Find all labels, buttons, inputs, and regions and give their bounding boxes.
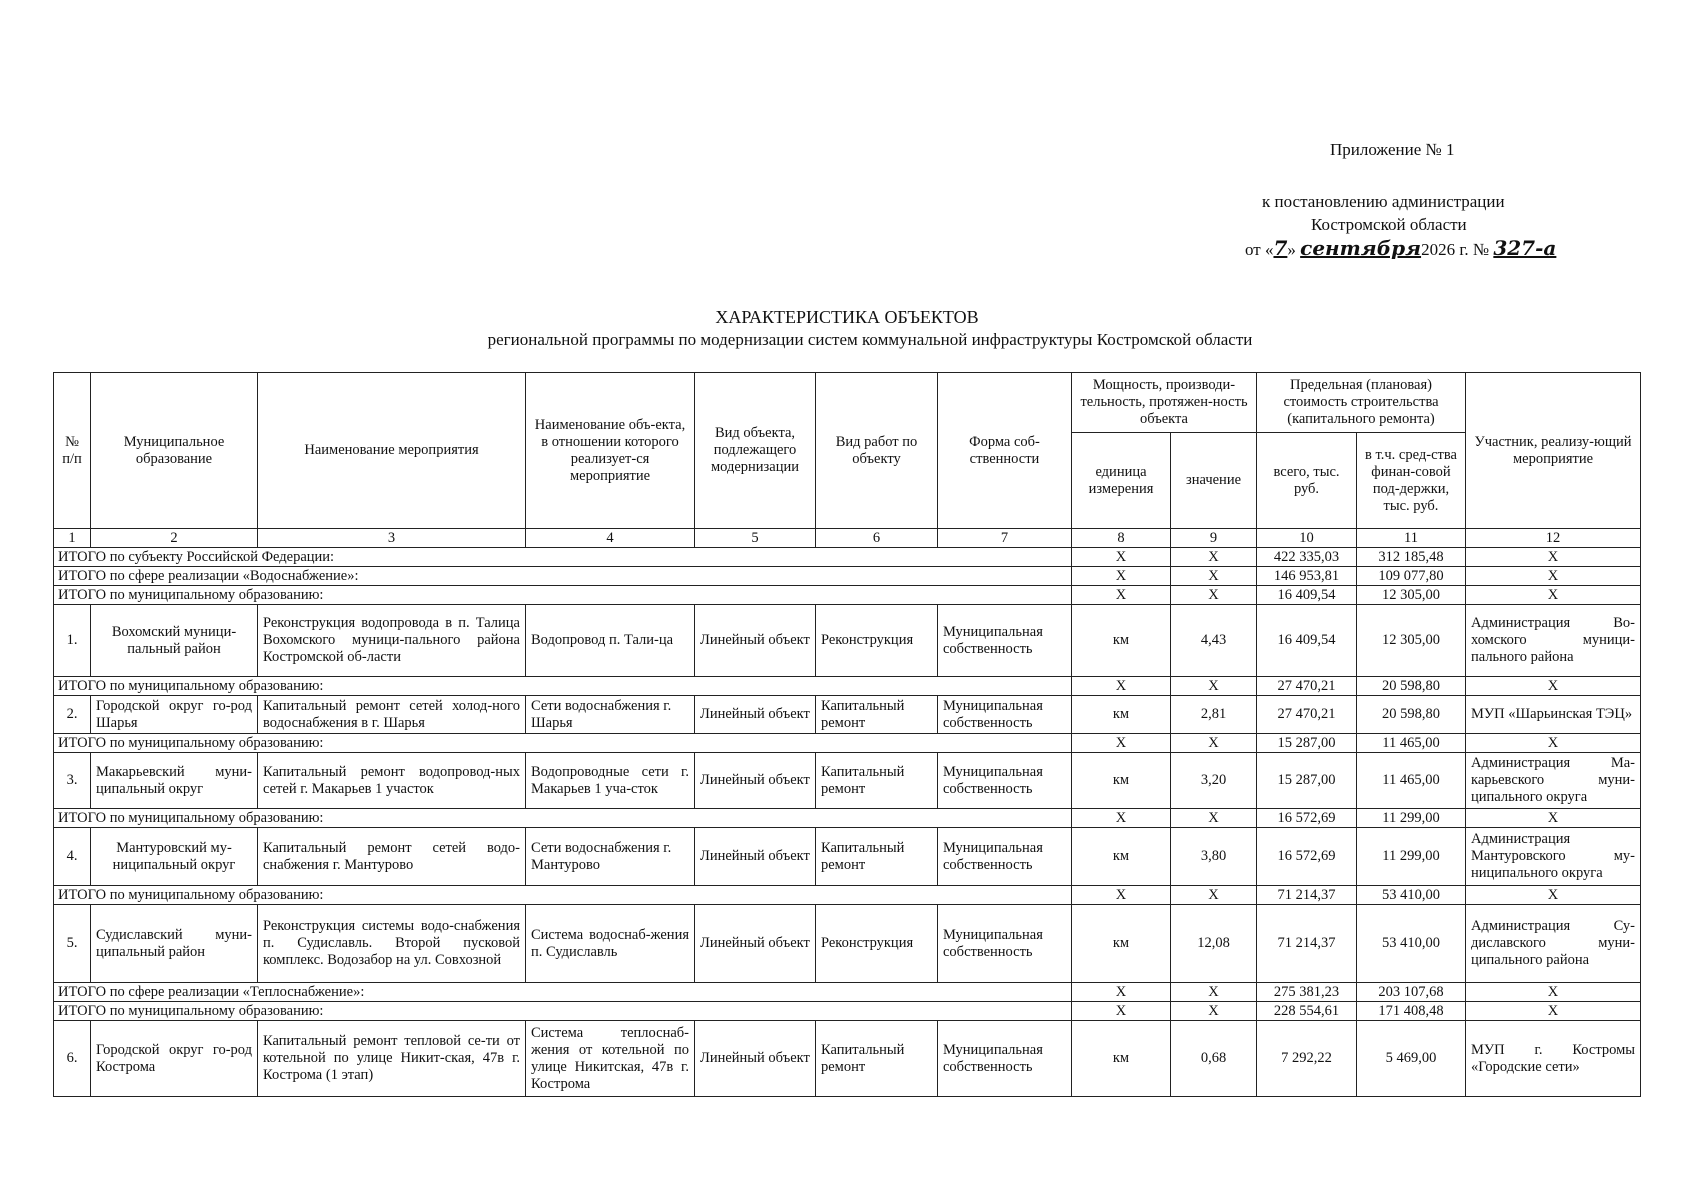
- header-cost-group: Предельная (плановая) стоимость строительства (капитального ремонта): [1257, 373, 1466, 433]
- header-object-name: Наименование объ-екта, в отношении которого реализует-ся мероприятие: [526, 373, 695, 529]
- row-cost-support: 11 299,00: [1357, 828, 1466, 886]
- total-cell: X: [1171, 548, 1257, 567]
- handwritten-day: 7: [1273, 236, 1288, 260]
- row-unit: км: [1072, 905, 1171, 983]
- row-num: 4.: [54, 828, 91, 886]
- region-label: Костромской области: [1311, 215, 1467, 234]
- header-event: Наименование мероприятия: [258, 373, 526, 529]
- total-cell: X: [1072, 677, 1171, 696]
- total-cell: 11 299,00: [1357, 809, 1466, 828]
- total-label: ИТОГО по сфере реализации «Водоснабжение»:: [54, 567, 1072, 586]
- row-object-type: Линейный объект: [695, 1021, 816, 1097]
- row-num: 3.: [54, 753, 91, 809]
- total-cell: X: [1072, 983, 1171, 1002]
- row-ownership: Муниципальная собственность: [938, 1021, 1072, 1097]
- row-participant: Администрация Во-хомского муници-пального района: [1466, 605, 1641, 677]
- column-number: 7: [938, 529, 1072, 548]
- row-work-type: Капитальный ремонт: [816, 828, 938, 886]
- total-cell: X: [1466, 886, 1641, 905]
- row-object-type: Линейный объект: [695, 905, 816, 983]
- total-cell: X: [1466, 567, 1641, 586]
- row-cost-total: 15 287,00: [1257, 753, 1357, 809]
- column-number: 4: [526, 529, 695, 548]
- total-label: ИТОГО по муниципальному образованию:: [54, 677, 1072, 696]
- total-municipality-row: [54, 734, 1641, 753]
- row-value: 3,20: [1171, 753, 1257, 809]
- header-municipality: Муниципальное образование: [91, 373, 258, 529]
- total-cell: 203 107,68: [1357, 983, 1466, 1002]
- column-numbers-row: [54, 529, 1641, 548]
- total-cell: X: [1171, 886, 1257, 905]
- row-participant: Администрация Ма-карьевского муни-ципального округа: [1466, 753, 1641, 809]
- total-cell: X: [1072, 548, 1171, 567]
- row-object-name: Система теплоснаб-жения от котельной по улице Никитская, 47в г. Кострома: [526, 1021, 695, 1097]
- column-number: 12: [1466, 529, 1641, 548]
- row-participant: МУП «Шарьинская ТЭЦ»: [1466, 696, 1641, 734]
- row-cost-support: 12 305,00: [1357, 605, 1466, 677]
- row-value: 4,43: [1171, 605, 1257, 677]
- column-number: 2: [91, 529, 258, 548]
- column-number: 9: [1171, 529, 1257, 548]
- row-event: Капитальный ремонт водопровод-ных сетей г. Макарьев 1 участок: [258, 753, 526, 809]
- row-object-type: Линейный объект: [695, 753, 816, 809]
- table-row: [54, 753, 1641, 809]
- header-capacity-group: Мощность, производи-тельность, протяжен-ность объекта: [1072, 373, 1257, 433]
- header-cost-support: в т.ч. сред-ства финан-совой под-держки, тыс. руб.: [1357, 433, 1466, 529]
- total-cell: 71 214,37: [1257, 886, 1357, 905]
- row-ownership: Муниципальная собственность: [938, 905, 1072, 983]
- row-object-type: Линейный объект: [695, 696, 816, 734]
- row-num: 2.: [54, 696, 91, 734]
- row-num: 5.: [54, 905, 91, 983]
- total-cell: X: [1072, 809, 1171, 828]
- row-unit: км: [1072, 753, 1171, 809]
- row-event: Капитальный ремонт тепловой се-ти от котельной по улице Никит-ская, 47в г. Кострома (1 этап): [258, 1021, 526, 1097]
- total-cell: X: [1466, 734, 1641, 753]
- total-cell: 109 077,80: [1357, 567, 1466, 586]
- row-event: Реконструкция водопровода в п. Талица Вохомского муници-пального района Костромской об-ласти: [258, 605, 526, 677]
- total-cell: 312 185,48: [1357, 548, 1466, 567]
- total-cell: X: [1171, 983, 1257, 1002]
- row-municipality: Судиславский муни-ципальный район: [91, 905, 258, 983]
- row-municipality: Городской округ го-род Кострома: [91, 1021, 258, 1097]
- total-cell: 16 572,69: [1257, 809, 1357, 828]
- row-municipality: Вохомский муници-пальный район: [91, 605, 258, 677]
- total-cell: X: [1466, 677, 1641, 696]
- row-unit: км: [1072, 605, 1171, 677]
- row-ownership: Муниципальная собственность: [938, 605, 1072, 677]
- row-num: 6.: [54, 1021, 91, 1097]
- row-object-type: Линейный объект: [695, 828, 816, 886]
- document-title: ХАРАКТЕРИСТИКА ОБЪЕКТОВ: [715, 307, 979, 327]
- total-cell: X: [1466, 809, 1641, 828]
- row-cost-support: 11 465,00: [1357, 753, 1466, 809]
- total-label: ИТОГО по муниципальному образованию:: [54, 809, 1072, 828]
- row-work-type: Капитальный ремонт: [816, 1021, 938, 1097]
- appendix-label: Приложение № 1: [1330, 140, 1455, 159]
- column-number: 10: [1257, 529, 1357, 548]
- row-participant: МУП г. Костромы «Городские сети»: [1466, 1021, 1641, 1097]
- total-cell: 12 305,00: [1357, 586, 1466, 605]
- row-cost-total: 7 292,22: [1257, 1021, 1357, 1097]
- table-row: [54, 605, 1641, 677]
- total-cell: X: [1171, 586, 1257, 605]
- row-work-type: Капитальный ремонт: [816, 753, 938, 809]
- row-ownership: Муниципальная собственность: [938, 753, 1072, 809]
- total-cell: 275 381,23: [1257, 983, 1357, 1002]
- row-object-type: Линейный объект: [695, 605, 816, 677]
- total-cell: X: [1072, 567, 1171, 586]
- header-num: № п/п: [54, 373, 91, 529]
- row-work-type: Реконструкция: [816, 905, 938, 983]
- row-value: 12,08: [1171, 905, 1257, 983]
- row-municipality: Мантуровский му-ниципальный округ: [91, 828, 258, 886]
- row-participant: Администрация Су-диславского муни-ципального района: [1466, 905, 1641, 983]
- date-year: 2026 г. №: [1421, 240, 1490, 259]
- header-object-type: Вид объекта, подлежащего модернизации: [695, 373, 816, 529]
- row-ownership: Муниципальная собственность: [938, 828, 1072, 886]
- row-object-name: Сети водоснабжения г. Шарья: [526, 696, 695, 734]
- row-work-type: Реконструкция: [816, 605, 938, 677]
- total-cell: 16 409,54: [1257, 586, 1357, 605]
- table-row: [54, 696, 1641, 734]
- total-cell: X: [1466, 586, 1641, 605]
- header-participant: Участник, реализу-ющий мероприятие: [1466, 373, 1641, 529]
- table-row: [54, 828, 1641, 886]
- total-cell: X: [1466, 983, 1641, 1002]
- total-label: ИТОГО по муниципальному образованию:: [54, 586, 1072, 605]
- table-row: [54, 1021, 1641, 1097]
- row-participant: Администрация Мантуровского му-ниципального округа: [1466, 828, 1641, 886]
- row-num: 1.: [54, 605, 91, 677]
- total-label: ИТОГО по муниципальному образованию:: [54, 734, 1072, 753]
- total-label: ИТОГО по сфере реализации «Теплоснабжение»:: [54, 983, 1072, 1002]
- row-cost-support: 5 469,00: [1357, 1021, 1466, 1097]
- total-cell: X: [1072, 586, 1171, 605]
- total-heat-row: [54, 983, 1641, 1002]
- date-prefix: от «: [1245, 240, 1274, 259]
- header-unit: единица измерения: [1072, 433, 1171, 529]
- row-ownership: Муниципальная собственность: [938, 696, 1072, 734]
- total-cell: X: [1072, 886, 1171, 905]
- row-cost-total: 71 214,37: [1257, 905, 1357, 983]
- row-event: Реконструкция системы водо-снабжения п. Судиславль. Второй пусковой комплекс. Водозабор на ул. Совхозной: [258, 905, 526, 983]
- handwritten-number: 327-а: [1493, 236, 1557, 260]
- header-ownership: Форма соб-ственности: [938, 373, 1072, 529]
- document-subtitle: региональной программы по модернизации систем коммунальной инфраструктуры Костромской области: [487, 330, 1253, 349]
- row-cost-support: 20 598,80: [1357, 696, 1466, 734]
- total-cell: 228 554,61: [1257, 1002, 1357, 1021]
- total-cell: X: [1171, 734, 1257, 753]
- total-water-row: [54, 567, 1641, 586]
- total-label: ИТОГО по муниципальному образованию:: [54, 1002, 1072, 1021]
- total-cell: X: [1171, 567, 1257, 586]
- row-object-name: Сети водоснабжения г. Мантурово: [526, 828, 695, 886]
- total-cell: X: [1072, 734, 1171, 753]
- total-cell: X: [1466, 1002, 1641, 1021]
- total-cell: X: [1466, 548, 1641, 567]
- row-unit: км: [1072, 828, 1171, 886]
- total-cell: 15 287,00: [1257, 734, 1357, 753]
- decree-reference: к постановлению администрации: [1262, 192, 1505, 211]
- total-cell: 171 408,48: [1357, 1002, 1466, 1021]
- row-object-name: Система водоснаб-жения п. Судиславль: [526, 905, 695, 983]
- row-event: Капитальный ремонт сетей холод-ного водоснабжения в г. Шарья: [258, 696, 526, 734]
- row-cost-total: 27 470,21: [1257, 696, 1357, 734]
- column-number: 3: [258, 529, 526, 548]
- row-unit: км: [1072, 696, 1171, 734]
- row-unit: км: [1072, 1021, 1171, 1097]
- total-municipality-row: [54, 586, 1641, 605]
- row-value: 0,68: [1171, 1021, 1257, 1097]
- total-municipality-row: [54, 1002, 1641, 1021]
- total-cell: 146 953,81: [1257, 567, 1357, 586]
- row-cost-support: 53 410,00: [1357, 905, 1466, 983]
- header-work-type: Вид работ по объекту: [816, 373, 938, 529]
- row-value: 2,81: [1171, 696, 1257, 734]
- column-number: 11: [1357, 529, 1466, 548]
- table-row: [54, 905, 1641, 983]
- row-municipality: Макарьевский муни-ципальный округ: [91, 753, 258, 809]
- total-cell: 27 470,21: [1257, 677, 1357, 696]
- total-cell: 53 410,00: [1357, 886, 1466, 905]
- total-label: ИТОГО по муниципальному образованию:: [54, 886, 1072, 905]
- column-number: 8: [1072, 529, 1171, 548]
- handwritten-month: сентября: [1300, 236, 1422, 260]
- total-label: ИТОГО по субъекту Российской Федерации:: [54, 548, 1072, 567]
- row-event: Капитальный ремонт сетей водо-снабжения г. Мантурово: [258, 828, 526, 886]
- decree-date-line: [1245, 238, 1556, 260]
- row-municipality: Городской округ го-род Шарья: [91, 696, 258, 734]
- total-cell: 11 465,00: [1357, 734, 1466, 753]
- header-value: значение: [1171, 433, 1257, 529]
- header-cost-total: всего, тыс. руб.: [1257, 433, 1357, 529]
- column-number: 1: [54, 529, 91, 548]
- total-municipality-row: [54, 677, 1641, 696]
- row-value: 3,80: [1171, 828, 1257, 886]
- row-work-type: Капитальный ремонт: [816, 696, 938, 734]
- row-object-name: Водопровод п. Тали-ца: [526, 605, 695, 677]
- column-number: 6: [816, 529, 938, 548]
- objects-table: [53, 372, 1641, 1097]
- row-cost-total: 16 409,54: [1257, 605, 1357, 677]
- total-cell: X: [1072, 1002, 1171, 1021]
- row-cost-total: 16 572,69: [1257, 828, 1357, 886]
- row-object-name: Водопроводные сети г. Макарьев 1 уча-сток: [526, 753, 695, 809]
- total-cell: 20 598,80: [1357, 677, 1466, 696]
- total-cell: 422 335,03: [1257, 548, 1357, 567]
- column-number: 5: [695, 529, 816, 548]
- total-subject-row: [54, 548, 1641, 567]
- total-municipality-row: [54, 886, 1641, 905]
- date-mid: »: [1287, 240, 1301, 259]
- total-cell: X: [1171, 809, 1257, 828]
- total-cell: X: [1171, 677, 1257, 696]
- total-municipality-row: [54, 809, 1641, 828]
- total-cell: X: [1171, 1002, 1257, 1021]
